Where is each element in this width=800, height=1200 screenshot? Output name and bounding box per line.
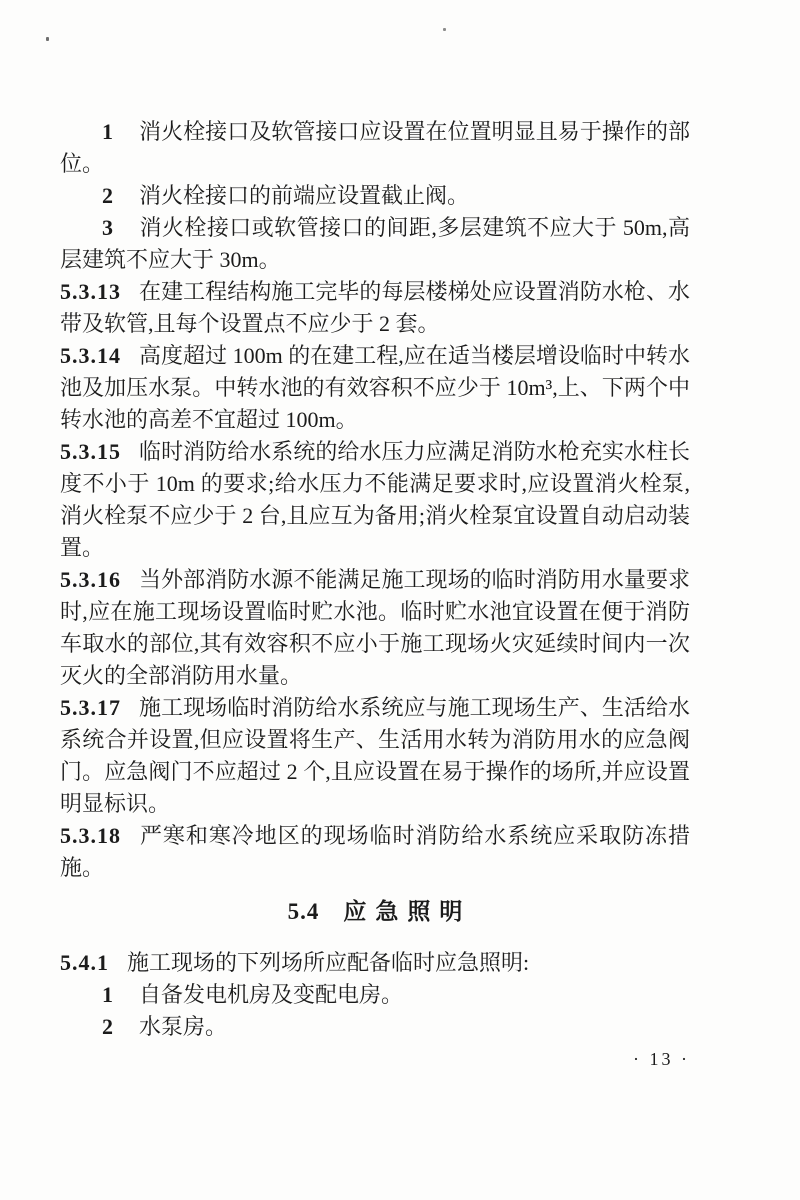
clause-541	[60, 947, 690, 979]
item-number: 2	[102, 1014, 113, 1039]
clause-number: 5.3.18	[60, 823, 121, 848]
clause-5316	[60, 564, 690, 692]
clause-number: 5.3.17	[60, 695, 121, 720]
clause-541-item-2	[60, 1011, 690, 1043]
heading-title: 应急照明	[343, 899, 472, 924]
clause-number: 5.3.13	[60, 279, 121, 304]
clause-number: 5.4.1	[60, 950, 109, 975]
clause-541-item-1	[60, 979, 690, 1011]
clause-text: 施工现场临时消防给水系统应与施工现场生产、生活给水系统合并设置,但应设置将生产、生活用水转为消防用水的应急阀门。应急阀门不应超过 2 个,且应设置在易于操作的场所,并应设置明显标识。	[60, 695, 690, 816]
item-text: 消火栓接口的前端应设置截止阀。	[139, 183, 470, 208]
item-text: 水泵房。	[139, 1014, 228, 1039]
clause-5318	[60, 820, 690, 884]
item-text: 消火栓接口或软管接口的间距,多层建筑不应大于 50m,高层建筑不应大于 30m。	[60, 215, 690, 272]
clause-5315	[60, 436, 690, 564]
clause-text: 在建工程结构施工完毕的每层楼梯处应设置消防水枪、水带及软管,且每个设置点不应少于 2 套。	[60, 279, 690, 336]
clause-number: 5.3.16	[60, 567, 121, 592]
item-number: 3	[102, 215, 113, 240]
clause-531-item-1	[60, 116, 690, 180]
clause-text: 高度超过 100m 的在建工程,应在适当楼层增设临时中转水池及加压水泵。中转水池的有效容积不应少于 10m³,上、下两个中转水池的高差不宜超过 100m。	[60, 343, 690, 432]
page-number: · 13 ·	[633, 1049, 690, 1069]
section-heading-54	[60, 896, 690, 928]
clause-531-item-3	[60, 212, 690, 276]
clause-text: 严寒和寒冷地区的现场临时消防给水系统应采取防冻措施。	[60, 823, 690, 880]
item-number: 1	[102, 982, 113, 1007]
item-text: 自备发电机房及变配电房。	[139, 982, 404, 1007]
clause-text: 施工现场的下列场所应配备临时应急照明:	[127, 950, 530, 975]
item-number: 1	[102, 119, 113, 144]
scan-speck	[443, 28, 446, 31]
clause-text: 临时消防给水系统的给水压力应满足消防水枪充实水柱长度不小于 10m 的要求;给水压力不能满足要求时,应设置消火栓泵,消火栓泵不应少于 2 台,且应互为备用;消火栓泵宜设置自动启动装置。	[60, 439, 690, 560]
clause-number: 5.3.14	[60, 343, 121, 368]
heading-number: 5.4	[287, 899, 320, 924]
clause-5314	[60, 340, 690, 436]
clause-text: 当外部消防水源不能满足施工现场的临时消防用水量要求时,应在施工现场设置临时贮水池。临时贮水池宜设置在便于消防车取水的部位,其有效容积不应小于施工现场火灾延续时间内一次灭火的全部消防用水量。	[60, 567, 690, 688]
item-number: 2	[102, 183, 113, 208]
scan-speck	[46, 37, 49, 41]
clause-5313	[60, 276, 690, 340]
item-text: 消火栓接口及软管接口应设置在位置明显且易于操作的部位。	[60, 119, 690, 176]
clause-531-item-2	[60, 180, 690, 212]
clause-number: 5.3.15	[60, 439, 121, 464]
clause-5317	[60, 692, 690, 820]
page-footer	[60, 1047, 690, 1071]
page-content	[60, 116, 690, 1071]
